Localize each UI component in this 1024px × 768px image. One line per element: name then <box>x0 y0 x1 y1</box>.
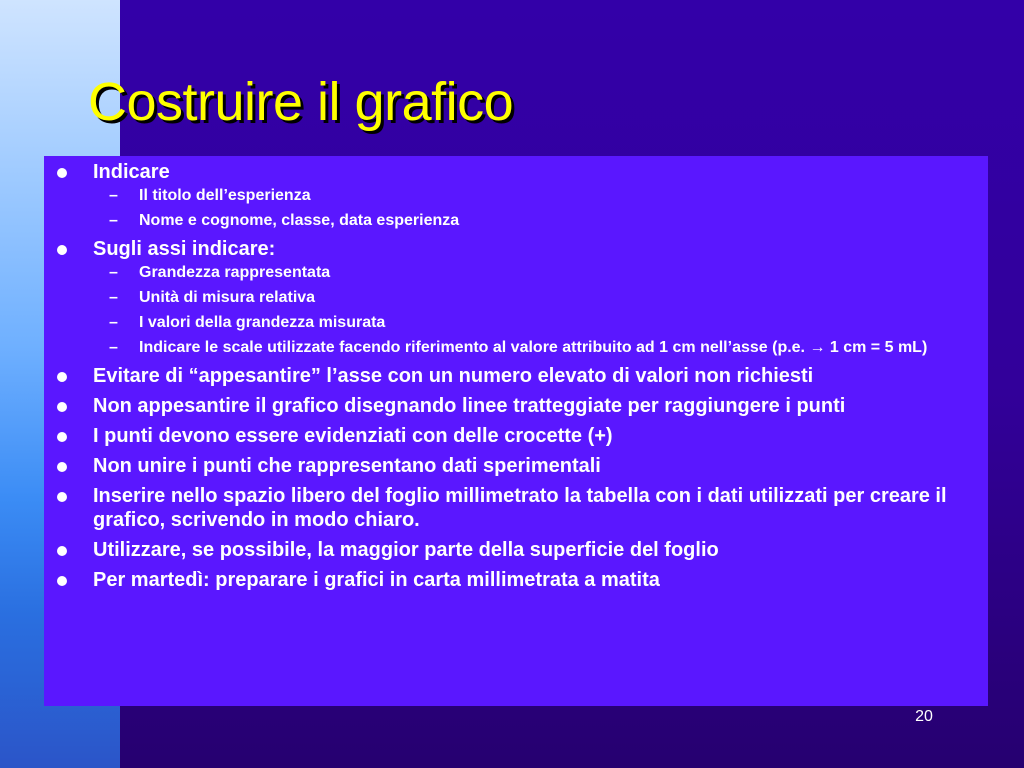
dash-icon: – <box>109 289 118 306</box>
sub-item-text: Il titolo dell’esperienza <box>139 187 311 204</box>
bullet-dot-icon <box>57 462 67 472</box>
bullet-dot-icon <box>57 492 67 502</box>
page-number: 20 <box>915 708 933 725</box>
bullet-text: Non unire i punti che rappresentano dati sperimentali <box>93 455 601 477</box>
sub-item-text: Indicare le scale utilizzate facendo riferimento al valore attribuito ad 1 cm nell’asse (p.e. → 1 cm = 5 mL) <box>139 339 928 356</box>
sub-item-text: Nome e cognome, classe, data esperienza <box>139 212 460 229</box>
sub-item <box>93 263 976 283</box>
bullet-dot-icon <box>57 168 67 178</box>
bullet-item <box>44 454 988 478</box>
bullet-dot-icon <box>57 576 67 586</box>
bullet-text: Indicare <box>93 161 170 183</box>
sub-item-text: Unità di misura relativa <box>139 289 316 306</box>
sub-item <box>93 186 976 206</box>
dash-icon: – <box>109 187 118 204</box>
bullet-text: I punti devono essere evidenziati con delle crocette (+) <box>93 425 613 447</box>
sub-item-text: Grandezza rappresentata <box>139 264 331 281</box>
bullet-text: Evitare di “appesantire” l’asse con un numero elevato di valori non richiesti <box>93 365 814 387</box>
bullet-item <box>44 237 988 358</box>
bullet-dot-icon <box>57 245 67 255</box>
bullet-item <box>44 568 988 592</box>
dash-icon: – <box>109 339 118 356</box>
dash-icon: – <box>109 314 118 331</box>
bullet-item <box>44 160 988 231</box>
dash-icon: – <box>109 212 118 229</box>
bullet-item <box>44 484 988 532</box>
slide-title: Costruire il grafico <box>88 72 514 132</box>
sub-item <box>93 313 976 333</box>
bullet-text: Utilizzare, se possibile, la maggior parte della superficie del foglio <box>93 539 719 561</box>
content-box <box>44 156 988 706</box>
bullet-text: Non appesantire il grafico disegnando linee tratteggiate per raggiungere i punti <box>93 395 846 417</box>
bullet-dot-icon <box>57 402 67 412</box>
bullet-list <box>44 160 988 598</box>
bullet-text: Per martedì: preparare i grafici in carta millimetrata a matita <box>93 569 660 591</box>
bullet-dot-icon <box>57 432 67 442</box>
bullet-text: Inserire nello spazio libero del foglio millimetrato la tabella con i dati utilizzati per creare il grafico, scrivendo in modo chiaro. <box>93 485 947 531</box>
dash-icon: – <box>109 264 118 281</box>
sub-item <box>93 288 976 308</box>
sub-item-text: I valori della grandezza misurata <box>139 314 386 331</box>
bullet-item <box>44 424 988 448</box>
bullet-dot-icon <box>57 372 67 382</box>
sub-item <box>93 211 976 231</box>
bullet-text: Sugli assi indicare: <box>93 238 276 260</box>
sub-list <box>93 263 976 358</box>
sub-item <box>93 338 976 358</box>
bullet-dot-icon <box>57 546 67 556</box>
bullet-item <box>44 364 988 388</box>
sub-list <box>93 186 976 231</box>
bullet-item <box>44 394 988 418</box>
bullet-item <box>44 538 988 562</box>
